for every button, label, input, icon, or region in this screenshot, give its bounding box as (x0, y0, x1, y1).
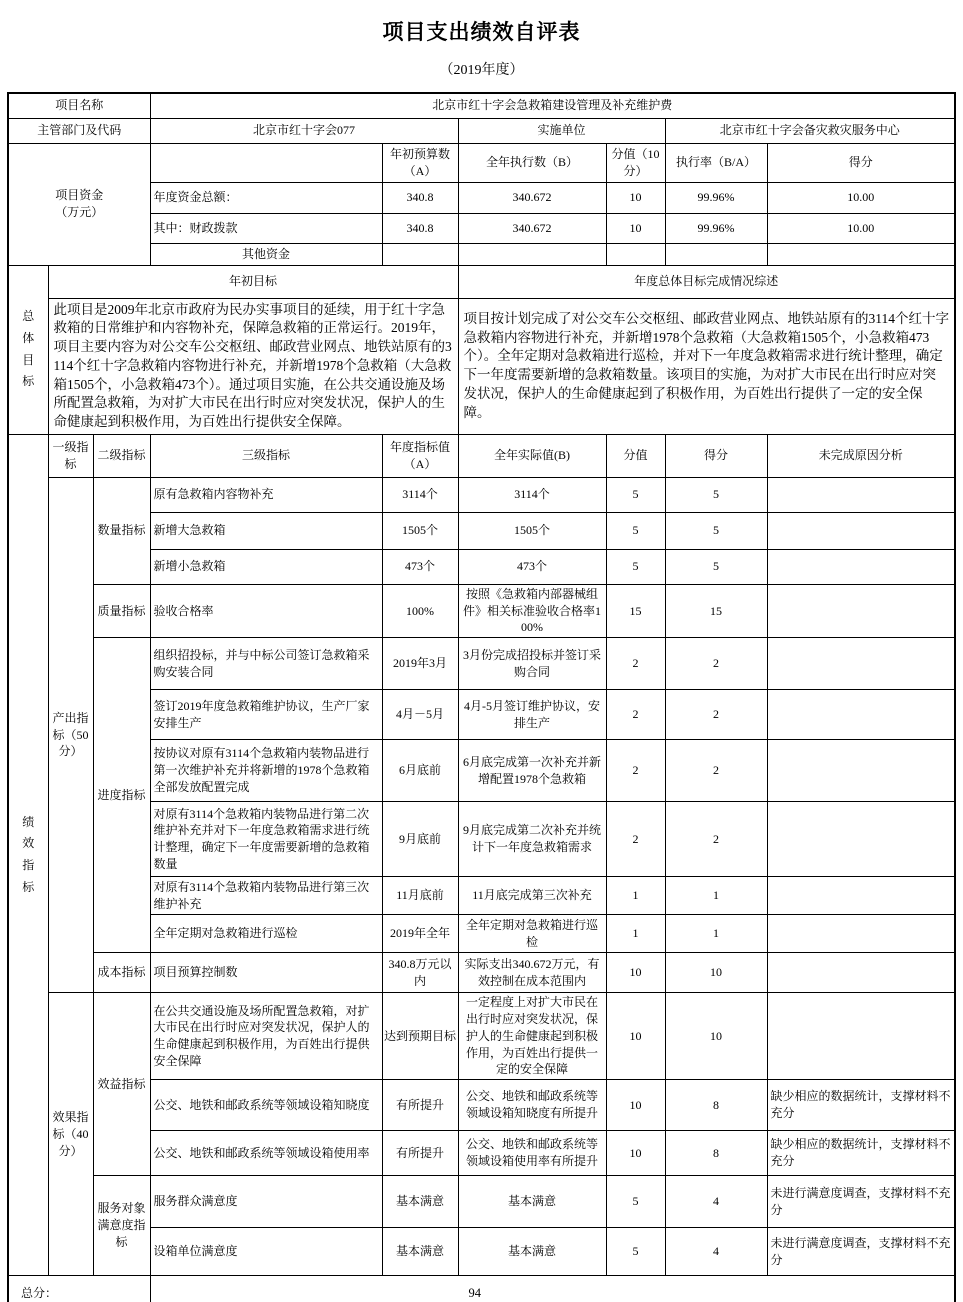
funding-header-rate: 执行率（B/A） (665, 143, 767, 182)
indicator-score-cell: 4 (665, 1176, 767, 1228)
funding-rate-cell (665, 243, 767, 265)
indicator-target-cell: 6月底前 (382, 740, 458, 802)
indicator-reason-cell: 未进行满意度调查，支撑材料不充分 (767, 1228, 955, 1276)
indicator-row (8, 477, 955, 512)
indicator-target-cell: 2019年3月 (382, 638, 458, 690)
indicator-actual-cell: 公交、地铁和邮政系统等领域设箱使用率有所提升 (458, 1131, 606, 1176)
indicator-row (8, 740, 955, 802)
indicator-target-cell: 473个 (382, 549, 458, 584)
level2-satisfaction-cell: 服务对象满意度指标 (93, 1176, 150, 1276)
indicator-score-cell: 5 (665, 477, 767, 512)
funding-budget-cell (382, 243, 458, 265)
indicator-target-cell: 有所提升 (382, 1080, 458, 1131)
indicator-name-cell: 全年定期对急救箱进行巡检 (150, 915, 382, 953)
funding-header-score: 得分 (767, 143, 955, 182)
indicator-reason-cell (767, 549, 955, 584)
indicator-target-cell: 基本满意 (382, 1176, 458, 1228)
funding-executed-cell: 340.672 (458, 213, 606, 243)
indicator-name-cell: 在公共交通设施及场所配置急救箱，对扩大市民在出行时应对突发状况，保护人的生命健康起到积极作用，为百姓出行提供安全保障 (150, 993, 382, 1080)
indicator-reason-cell: 未进行满意度调查，支撑材料不充分 (767, 1176, 955, 1228)
project-name-value-cell: 北京市红十字会急救箱建设管理及补充维护费 (150, 93, 955, 118)
funding-row-label: 其中：财政拨款 (150, 213, 382, 243)
level2-quantity-cell: 数量指标 (93, 477, 150, 584)
indicator-target-cell: 3114个 (382, 477, 458, 512)
indicator-points-cell: 2 (606, 802, 665, 877)
indicator-name-cell: 服务群众满意度 (150, 1176, 382, 1228)
goal-content-row (8, 298, 955, 434)
funding-row-label: 年度资金总额： (150, 182, 382, 213)
indicator-points-cell: 1 (606, 877, 665, 915)
indicator-reason-cell (767, 953, 955, 993)
indicator-row (8, 1176, 955, 1228)
indicator-row (8, 802, 955, 877)
indicators-header-score: 得分 (665, 434, 767, 477)
indicator-points-cell: 5 (606, 477, 665, 512)
goal-summary-header-cell: 年度总体目标完成情况综述 (458, 265, 955, 298)
indicator-actual-cell: 11月底完成第三次补充 (458, 877, 606, 915)
level2-progress-cell: 进度指标 (93, 638, 150, 953)
indicator-name-cell: 新增小急救箱 (150, 549, 382, 584)
indicator-points-cell: 10 (606, 993, 665, 1080)
indicator-name-cell: 公交、地铁和邮政系统等领域设箱知晓度 (150, 1080, 382, 1131)
indicator-points-cell: 5 (606, 1176, 665, 1228)
indicator-target-cell: 340.8万元以内 (382, 953, 458, 993)
indicator-target-cell: 基本满意 (382, 1228, 458, 1276)
indicator-target-cell: 达到预期目标 (382, 993, 458, 1080)
funding-points-cell: 10 (606, 182, 665, 213)
indicators-header-level1: 一级指标 (48, 434, 93, 477)
goal-initial-text-cell: 此项目是2009年北京市政府为民办实事项目的延续，用于红十字急救箱的日常维护和内容物补充，保障急救箱的正常运行。2019年，项目主要内容为对公交车公交枢纽、邮政营业网点、地铁站原有的3114个红十字急救箱内容物进行补充，并新增1978个急救箱（大急救箱1505个，小急救箱473个）。通过项目实施，在公共交通设施及场所配置急救箱，为对扩大市民在出行时应对突发状况，保护人的生命健康起到积极作用，为百姓出行提供安全保障。 (48, 298, 458, 434)
evaluation-table (7, 92, 956, 1302)
indicator-actual-cell: 按照《急救箱内部器械组件》相关标准验收合格率100% (458, 584, 606, 637)
funding-score-cell (767, 243, 955, 265)
funding-rate-cell: 99.96% (665, 182, 767, 213)
total-label-cell: 总分： (8, 1276, 150, 1302)
indicator-reason-cell (767, 512, 955, 549)
funding-section-label-cell (8, 143, 150, 265)
indicator-score-cell: 10 (665, 953, 767, 993)
indicator-name-cell: 按协议对原有3114个急救箱内装物品进行第一次维护补充并将新增的1978个急救箱全部发放配置完成 (150, 740, 382, 802)
indicator-row (8, 1080, 955, 1131)
funding-executed-cell: 340.672 (458, 182, 606, 213)
funding-header-points: 分值（10分） (606, 143, 665, 182)
funding-row-fiscal (8, 213, 955, 243)
total-row (8, 1276, 955, 1302)
indicator-target-cell: 4月－5月 (382, 690, 458, 740)
indicator-reason-cell: 缺少相应的数据统计，支撑材料不充分 (767, 1131, 955, 1176)
indicator-actual-cell: 3114个 (458, 477, 606, 512)
indicator-name-cell: 组织招投标，并与中标公司签订急救箱采购安装合同 (150, 638, 382, 690)
indicator-points-cell: 10 (606, 953, 665, 993)
indicator-row (8, 638, 955, 690)
page-title: 项目支出绩效自评表 (382, 20, 581, 44)
indicator-points-cell: 15 (606, 584, 665, 637)
indicator-actual-cell: 1505个 (458, 512, 606, 549)
indicator-reason-cell (767, 802, 955, 877)
funding-points-cell (606, 243, 665, 265)
level2-cost-cell: 成本指标 (93, 953, 150, 993)
project-name-row (8, 93, 955, 118)
indicator-actual-cell: 一定程度上对扩大市民在出行时应对突发状况，保护人的生命健康起到积极作用，为百姓出行提供一定的安全保障 (458, 993, 606, 1080)
indicator-score-cell: 2 (665, 638, 767, 690)
indicator-name-cell: 签订2019年度急救箱维护协议，生产厂家安排生产 (150, 690, 382, 740)
indicator-points-cell: 5 (606, 1228, 665, 1276)
funding-score-cell: 10.00 (767, 213, 955, 243)
funding-score-cell: 10.00 (767, 182, 955, 213)
indicator-reason-cell (767, 690, 955, 740)
indicator-target-cell: 1505个 (382, 512, 458, 549)
dept-value-cell: 北京市红十字会077 (150, 118, 458, 143)
goal-header-row (8, 265, 955, 298)
funding-budget-cell: 340.8 (382, 182, 458, 213)
indicator-name-cell: 验收合格率 (150, 584, 382, 637)
funding-label-line2: （万元） (55, 205, 104, 219)
indicator-target-cell: 有所提升 (382, 1131, 458, 1176)
goal-summary-text-cell: 项目按计划完成了对公交车公交枢纽、邮政营业网点、地铁站原有的3114个红十字急救箱内容物进行补充，并新增1978个急救箱（大急救箱1505个，小急救箱473个）。全年定期对急救箱进行巡检，并对下一年度急救箱需求进行统计整理，确定下一年度需要新增的急救箱数量。该项目的实施，为对扩大市民在出行时应对突发状况，保护人的生命健康起到了积极作用，为百姓出行提供了一定的安全保障。 (458, 298, 955, 434)
indicators-section-label: 绩效指标 (22, 814, 35, 894)
indicator-name-cell: 对原有3114个急救箱内装物品进行第二次维护补充并对下一年度急救箱需求进行统计整理，确定下一年度需要新增的急救箱数量 (150, 802, 382, 877)
indicator-score-cell: 2 (665, 740, 767, 802)
indicator-actual-cell: 4月-5月签订维护协议，安排生产 (458, 690, 606, 740)
indicator-score-cell: 2 (665, 690, 767, 740)
indicators-header-reason: 未完成原因分析 (767, 434, 955, 477)
indicator-row (8, 512, 955, 549)
goal-section-label: 总体目标 (22, 309, 35, 389)
indicator-reason-cell (767, 638, 955, 690)
indicator-reason-cell (767, 993, 955, 1080)
indicators-header-level2: 二级指标 (93, 434, 150, 477)
indicator-name-cell: 项目预算控制数 (150, 953, 382, 993)
indicator-reason-cell: 缺少相应的数据统计，支撑材料不充分 (767, 1080, 955, 1131)
indicator-name-cell: 公交、地铁和邮政系统等领域设箱使用率 (150, 1131, 382, 1176)
indicator-row (8, 953, 955, 993)
indicator-actual-cell: 9月底完成第二次补充并统计下一年度急救箱需求 (458, 802, 606, 877)
indicator-score-cell: 5 (665, 512, 767, 549)
indicator-score-cell: 2 (665, 802, 767, 877)
funding-blank-cell (150, 143, 382, 182)
impl-unit-value-cell: 北京市红十字会备灾救灾服务中心 (665, 118, 955, 143)
indicator-score-cell: 10 (665, 993, 767, 1080)
indicators-header-actual: 全年实际值(B) (458, 434, 606, 477)
funding-header-row (8, 143, 955, 182)
indicator-row (8, 690, 955, 740)
indicator-reason-cell (767, 584, 955, 637)
impl-unit-label-cell: 实施单位 (458, 118, 665, 143)
funding-label-line1: 项目资金 (55, 188, 104, 203)
indicator-name-cell: 原有急救箱内容物补充 (150, 477, 382, 512)
goal-section-label-cell (8, 265, 48, 434)
level2-quality-cell: 质量指标 (93, 584, 150, 637)
indicator-points-cell: 1 (606, 915, 665, 953)
indicator-name-cell: 设箱单位满意度 (150, 1228, 382, 1276)
indicator-row (8, 915, 955, 953)
indicator-actual-cell: 3月份完成招投标并签订采购合同 (458, 638, 606, 690)
indicator-actual-cell: 基本满意 (458, 1228, 606, 1276)
funding-rate-cell: 99.96% (665, 213, 767, 243)
level1-effect-cell: 效果指标（40分） (48, 993, 93, 1276)
indicator-target-cell: 11月底前 (382, 877, 458, 915)
indicator-score-cell: 1 (665, 915, 767, 953)
indicator-points-cell: 2 (606, 690, 665, 740)
indicator-row (8, 549, 955, 584)
indicator-actual-cell: 473个 (458, 549, 606, 584)
department-row (8, 118, 955, 143)
indicator-row (8, 1228, 955, 1276)
funding-budget-cell: 340.8 (382, 213, 458, 243)
indicator-points-cell: 10 (606, 1131, 665, 1176)
indicator-reason-cell (767, 915, 955, 953)
indicators-header-row (8, 434, 955, 477)
page-subtitle: （2019年度） (439, 63, 524, 78)
indicator-actual-cell: 6月底完成第一次补充并新增配置1978个急救箱 (458, 740, 606, 802)
funding-header-budget: 年初预算数（A） (382, 143, 458, 182)
indicator-reason-cell (767, 477, 955, 512)
total-value-cell: 94 (150, 1276, 955, 1302)
indicator-points-cell: 2 (606, 638, 665, 690)
indicator-reason-cell (767, 877, 955, 915)
funding-row-other (8, 243, 955, 265)
indicator-row (8, 584, 955, 637)
indicator-points-cell: 10 (606, 1080, 665, 1131)
indicator-points-cell: 5 (606, 512, 665, 549)
funding-row-label: 其他资金 (150, 243, 382, 265)
funding-points-cell: 10 (606, 213, 665, 243)
indicator-points-cell: 2 (606, 740, 665, 802)
indicator-actual-cell: 公交、地铁和邮政系统等领域设箱知晓度有所提升 (458, 1080, 606, 1131)
indicators-section-label-cell (8, 434, 48, 1275)
funding-executed-cell (458, 243, 606, 265)
indicator-target-cell: 100% (382, 584, 458, 637)
indicator-score-cell: 8 (665, 1080, 767, 1131)
indicator-actual-cell: 全年定期对急救箱进行巡检 (458, 915, 606, 953)
goal-initial-header-cell: 年初目标 (48, 265, 458, 298)
indicator-target-cell: 9月底前 (382, 802, 458, 877)
indicator-actual-cell: 实际支出340.672万元，有效控制在成本范围内 (458, 953, 606, 993)
indicator-name-cell: 新增大急救箱 (150, 512, 382, 549)
indicator-reason-cell (767, 740, 955, 802)
indicators-header-level3: 三级指标 (150, 434, 382, 477)
indicators-header-points: 分值 (606, 434, 665, 477)
indicator-score-cell: 15 (665, 584, 767, 637)
level2-benefit-cell: 效益指标 (93, 993, 150, 1176)
dept-label-cell: 主管部门及代码 (8, 118, 150, 143)
indicator-actual-cell: 基本满意 (458, 1176, 606, 1228)
indicator-points-cell: 5 (606, 549, 665, 584)
indicator-row (8, 877, 955, 915)
indicator-row (8, 993, 955, 1080)
project-name-label-cell: 项目名称 (8, 93, 150, 118)
level1-output-cell: 产出指标（50分） (48, 477, 93, 992)
funding-row-total (8, 182, 955, 213)
indicator-score-cell: 4 (665, 1228, 767, 1276)
indicator-score-cell: 8 (665, 1131, 767, 1176)
indicator-score-cell: 5 (665, 549, 767, 584)
indicators-header-target: 年度指标值（A） (382, 434, 458, 477)
indicator-row (8, 1131, 955, 1176)
funding-header-executed: 全年执行数（B） (458, 143, 606, 182)
indicator-target-cell: 2019年全年 (382, 915, 458, 953)
indicator-score-cell: 1 (665, 877, 767, 915)
indicator-name-cell: 对原有3114个急救箱内装物品进行第三次维护补充 (150, 877, 382, 915)
